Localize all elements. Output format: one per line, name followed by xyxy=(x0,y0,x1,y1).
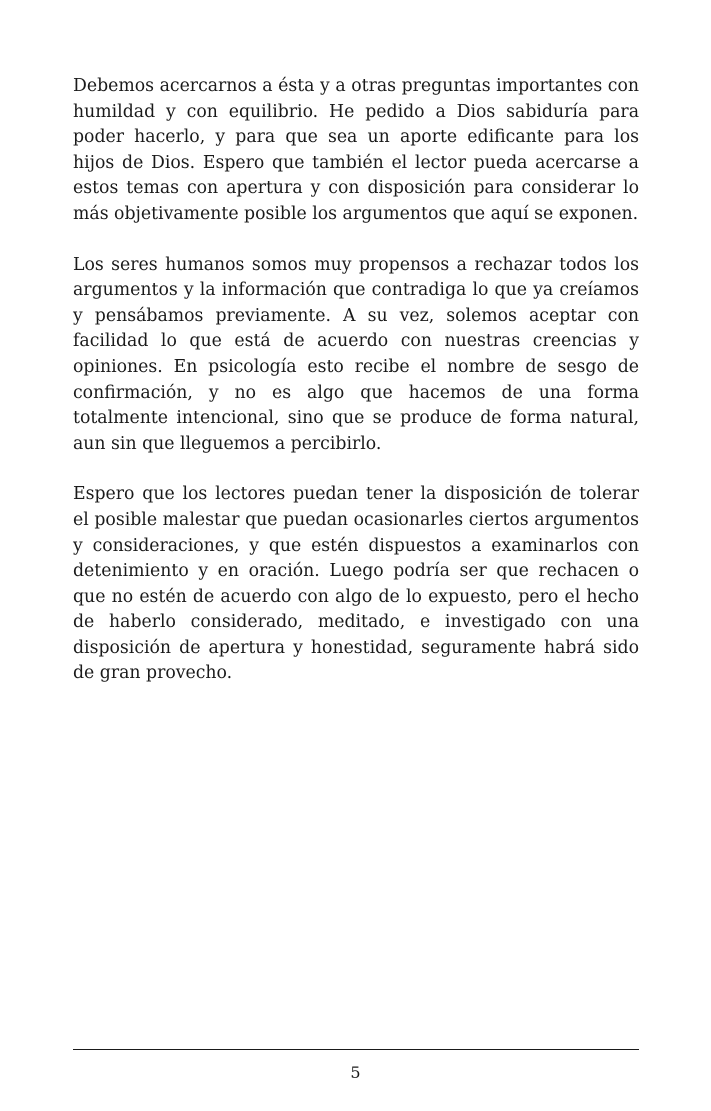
paragraph-1: Debemos acercarnos a ésta y a otras preguntas importantes con humildad y con equilibrio. He pedido a Dios sabiduría para poder hacerlo, y para que sea un aporte edificante para los hijos de Dios. Espero que también el lector pueda acercarse a estos temas con apertura y con disposición para considerar lo más objetivamente posible los argumentos que aquí se exponen. xyxy=(73,76,639,224)
page-body xyxy=(73,74,639,687)
paragraph-3: Espero que los lectores puedan tener la disposición de tolerar el posible malestar que puedan ocasionarles ciertos argumentos y consideraciones, y que estén dispuestos a examinarlos con detenimiento y en oración. Luego podría ser que rechacen o que no estén de acuerdo con algo de lo expuesto, pero el hecho de haberlo considerado, meditado, e investigado con una disposición de apertura y honestidad, seguramente habrá sido de gran provecho. xyxy=(73,484,639,684)
page-number: 5 xyxy=(350,1063,361,1082)
footer-divider xyxy=(73,1049,639,1050)
paragraph-2: Los seres humanos somos muy propensos a rechazar todos los argumentos y la información que contradiga lo que ya creíamos y pensábamos previamente. A su vez, solemos aceptar con facilidad lo que está de acuerdo con nuestras creencias y opiniones. En psicología esto recibe el nombre de sesgo de confirmación, y no es algo que hacemos de una forma totalmente intencional, sino que se produce de forma natural, aun sin que lleguemos a percibirlo. xyxy=(73,254,639,454)
